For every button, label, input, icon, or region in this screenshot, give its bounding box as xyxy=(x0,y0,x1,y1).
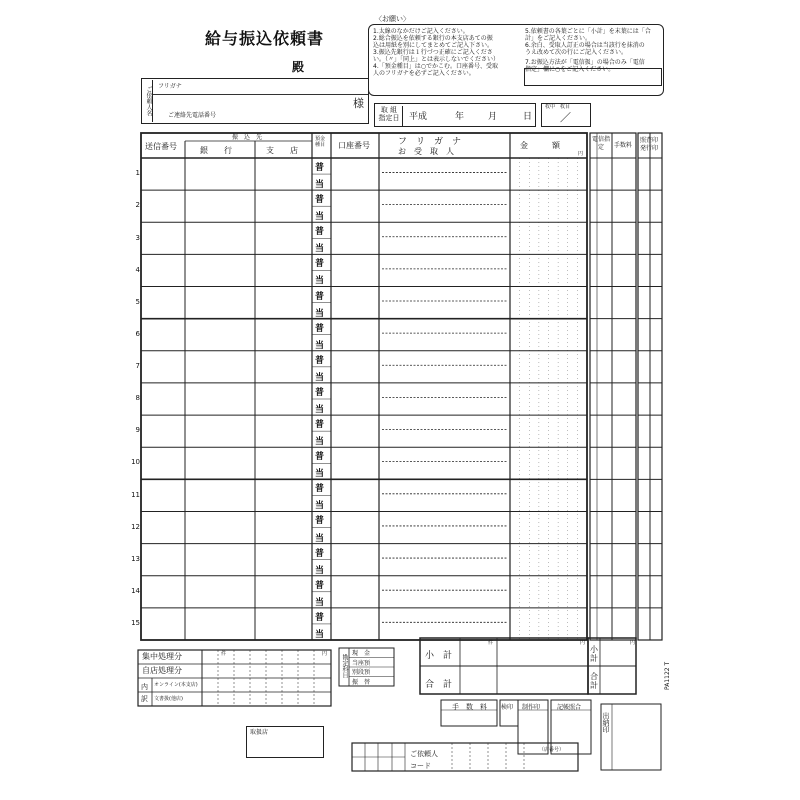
header-account: 口座番号 xyxy=(338,141,370,150)
futsu-option[interactable]: 普 xyxy=(315,163,325,173)
note-line: 1.太線のなかだけご記入ください。 xyxy=(373,28,469,35)
note-line: 7.お振込方法が「電信扱」の場合のみ「電信 xyxy=(525,59,645,66)
futsu-option[interactable]: 普 xyxy=(315,452,325,463)
date-month: 月 xyxy=(488,112,498,122)
note-line: うえ改めて次の行にご記入ください。 xyxy=(525,49,628,56)
irai-code-line1: ご依頼人 xyxy=(410,750,438,758)
processing-yen-unit: 円 xyxy=(322,651,328,657)
row-number: 6 xyxy=(135,329,140,338)
futsu-option[interactable]: 普 xyxy=(315,387,325,398)
total-label: 合 計 xyxy=(425,680,453,690)
stamp1-label: 制作印 xyxy=(522,704,541,711)
row-number: 2 xyxy=(135,201,140,210)
futsu-option[interactable]: 普 xyxy=(315,580,325,591)
kamoku-item: 現 金 xyxy=(352,650,371,657)
branch-number-label: （店番号） xyxy=(539,747,565,753)
row-number: 10 xyxy=(131,458,140,467)
note-line: 4.「預金種目」は○でかこむ。口座番号、受取 xyxy=(373,63,498,70)
kamoku-item: 振 替 xyxy=(352,678,371,686)
note-line: い。（〃」「同上」とは表示しないでください） xyxy=(373,56,500,63)
toza-option[interactable]: 当 xyxy=(315,469,325,480)
row-number: 3 xyxy=(135,233,140,242)
processing-row-label: 集中処理分 xyxy=(142,652,182,661)
row-number: 13 xyxy=(131,554,140,563)
row-number: 9 xyxy=(135,426,140,435)
page-count-label: 枚中 枚目 xyxy=(545,104,571,110)
note-line: 指定」欄に○をご記入ください。 xyxy=(525,66,615,73)
processing-row-label: 自店処理分 xyxy=(142,666,182,675)
date-year: 年 xyxy=(455,112,465,122)
addressee-suffix: 殿 xyxy=(292,60,305,74)
futsu-option[interactable]: 普 xyxy=(315,291,325,302)
date-label-line2: 指定日 xyxy=(378,114,400,122)
processing-row-label: オンライン(本支店) xyxy=(154,682,198,688)
naiyaku-label: 内訳 xyxy=(141,683,148,703)
date-day: 日 xyxy=(523,112,533,122)
form-title: 給与振込依頼書 xyxy=(205,29,325,48)
note-line: 計」をご記入ください。 xyxy=(525,35,592,42)
toza-option[interactable]: 当 xyxy=(315,629,325,640)
futsu-option[interactable]: 普 xyxy=(315,195,325,206)
toza-option[interactable]: 当 xyxy=(315,565,325,576)
note-line: 6.余白、受取人訂正の場合は当該行を抹消の xyxy=(525,42,645,49)
header-yokin: 預金種目 xyxy=(314,136,325,148)
futsu-option[interactable]: 普 xyxy=(315,612,325,623)
kamoku-item: 別段預 xyxy=(352,669,371,676)
phone-label: ご連絡先電話番号 xyxy=(168,112,217,119)
header-bank: 銀 行 xyxy=(200,146,232,155)
toza-option[interactable]: 当 xyxy=(315,180,325,191)
toriatsukaiten-label: 取扱店 xyxy=(250,729,269,736)
kamoku-item: 当座預 xyxy=(352,659,371,667)
header-amount: 金 額 xyxy=(520,141,560,150)
futsu-option[interactable]: 普 xyxy=(315,516,325,527)
futsu-option[interactable]: 普 xyxy=(315,420,325,431)
date-era: 平成 xyxy=(409,112,428,122)
toza-option[interactable]: 当 xyxy=(315,597,325,608)
row-number: 1 xyxy=(135,169,140,178)
futsu-option[interactable]: 普 xyxy=(315,227,325,238)
header-amount-unit: 円 xyxy=(578,151,584,157)
toza-option[interactable]: 当 xyxy=(315,437,325,448)
note-line: 5.依頼書の各葉ごとに「小計」を末葉には「合 xyxy=(525,28,651,35)
side-total-label: 合計 xyxy=(590,672,598,690)
toza-option[interactable]: 当 xyxy=(315,372,325,383)
toza-option[interactable]: 当 xyxy=(315,533,325,544)
row-number: 4 xyxy=(135,265,140,274)
kensho-label: 検印 xyxy=(501,704,514,711)
header-check: 照査印 xyxy=(640,137,659,144)
row-number: 8 xyxy=(135,394,140,403)
page-count-slash: ／ xyxy=(560,111,571,124)
header-furikomisaki: 振 込 先 xyxy=(232,134,263,141)
honorific-sama: 様 xyxy=(353,97,364,110)
note-line: 人のフリガナを必ずご記入ください。 xyxy=(373,70,475,77)
row-number: 14 xyxy=(131,586,140,595)
processing-ken-unit: 件 xyxy=(221,651,227,657)
header-branch: 支 店 xyxy=(266,146,298,155)
subtotal-yen: 円 xyxy=(580,640,586,646)
processing-row-label: 文書扱(他店) xyxy=(154,696,183,702)
header-furigana: フ リ ガ ナ xyxy=(398,137,462,147)
futsu-option[interactable]: 普 xyxy=(315,259,325,270)
note-line: 2.総合振込を依頼する銀行の本支店あての振 xyxy=(373,35,493,42)
furigana-label: フリガナ xyxy=(158,83,182,90)
fee-label: 手 数 料 xyxy=(452,703,487,711)
header-telegraph: 電信指定 xyxy=(592,136,611,151)
header-fee: 手数料 xyxy=(614,142,633,149)
toza-option[interactable]: 当 xyxy=(315,308,325,319)
header-issue: 発行印 xyxy=(640,145,659,152)
note-line: 3.振込先銀行は１行づつ正確にご記入くださ xyxy=(373,49,493,56)
row-number: 7 xyxy=(135,362,140,371)
main-table-border xyxy=(141,133,587,640)
toza-option[interactable]: 当 xyxy=(315,276,325,287)
row-number: 15 xyxy=(131,619,140,628)
date-label-line1: 取 組 xyxy=(380,106,398,114)
header-recipient: お 受 取 人 xyxy=(398,147,454,156)
subtotal-label: 小 計 xyxy=(425,651,453,661)
row-number: 5 xyxy=(135,297,140,306)
futsu-option[interactable]: 普 xyxy=(315,484,325,495)
irai-code-label xyxy=(410,748,438,772)
toza-option[interactable]: 当 xyxy=(315,501,325,512)
toza-option[interactable]: 当 xyxy=(315,340,325,351)
side-subtotal-label: 小計 xyxy=(590,645,598,663)
stamp2-label: 記帳照合 xyxy=(557,704,582,711)
shutsunoin-label: 出納印 xyxy=(602,712,610,733)
irai-code-line2: コード xyxy=(410,762,431,770)
subtotal-ken: 件 xyxy=(488,640,494,646)
toza-option[interactable]: 当 xyxy=(315,212,325,223)
kamoku-label: 勘定科目 xyxy=(341,654,348,678)
side-subtotal-yen: 円 xyxy=(630,640,636,646)
requester-side-label: ご依頼人名 xyxy=(142,80,153,122)
futsu-option[interactable]: 普 xyxy=(315,323,325,334)
toza-option[interactable]: 当 xyxy=(315,405,325,415)
row-number: 12 xyxy=(131,522,140,531)
futsu-option[interactable]: 普 xyxy=(315,548,325,559)
futsu-option[interactable]: 普 xyxy=(315,355,325,366)
note-line: 込は用紙を別にしてまとめてご記入下さい。 xyxy=(373,42,494,49)
header-soshin: 送信番号 xyxy=(145,142,177,151)
toza-option[interactable]: 当 xyxy=(315,244,325,255)
document-code: PA1122 T xyxy=(664,661,671,690)
row-number: 11 xyxy=(131,490,140,499)
notes-heading: 〈お願い〉 xyxy=(375,15,410,23)
